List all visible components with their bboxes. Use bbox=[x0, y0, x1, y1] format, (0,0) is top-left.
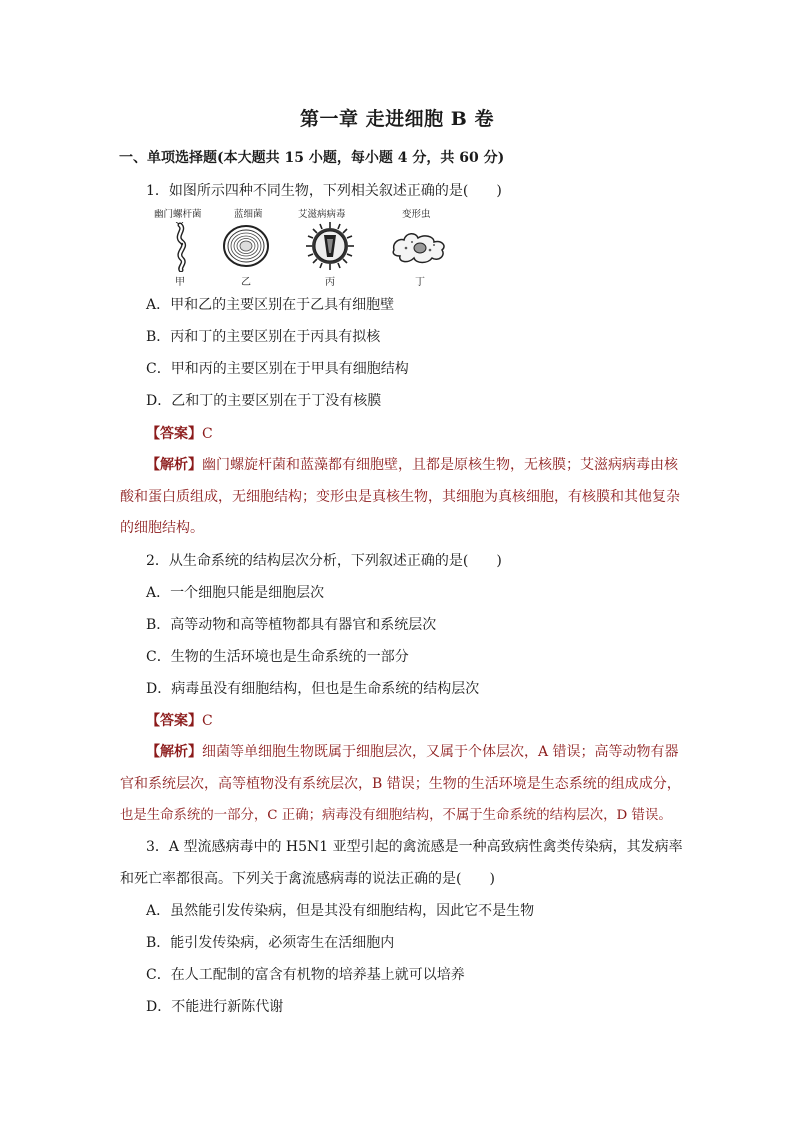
figure-letter-bing: 丙 bbox=[325, 277, 335, 288]
question-3-option-a: A．虽然能引发传染病，但是其没有细胞结构，因此它不是生物 bbox=[146, 903, 535, 919]
figure-label-helicobacter: 幽门螺杆菌 bbox=[154, 209, 202, 220]
question-3-option-b: B．能引发传染病，必须寄生在活细胞内 bbox=[146, 935, 395, 951]
figure-letter-jia: 甲 bbox=[175, 277, 185, 288]
question-1-analysis-line: 酸和蛋白质组成，无细胞结构；变形虫是真核生物，其细胞为真核细胞，有核膜和其他复杂 bbox=[120, 489, 680, 505]
question-2-analysis-line bbox=[146, 741, 679, 761]
analysis-tag: 【解析】 bbox=[146, 744, 202, 760]
amoeba-icon bbox=[390, 228, 448, 268]
figure-letter-yi: 乙 bbox=[241, 277, 251, 288]
page-title: 第一章 走进细胞 B 卷 bbox=[300, 108, 494, 130]
question-1-figure bbox=[150, 206, 450, 288]
question-3-option-d: D．不能进行新陈代谢 bbox=[146, 999, 284, 1015]
question-1-option-b: B．丙和丁的主要区别在于丙具有拟核 bbox=[146, 329, 381, 345]
answer-tag: 【答案】 bbox=[146, 426, 202, 442]
question-2-stem: 2．从生命系统的结构层次分析，下列叙述正确的是( ) bbox=[146, 553, 502, 569]
question-1-option-a: A．甲和乙的主要区别在于乙具有细胞壁 bbox=[146, 297, 395, 313]
question-1-option-c: C．甲和丙的主要区别在于甲具有细胞结构 bbox=[146, 361, 409, 377]
analysis-tag: 【解析】 bbox=[146, 457, 202, 473]
figure-label-hiv: 艾滋病病毒 bbox=[298, 209, 346, 220]
figure-label-amoeba: 变形虫 bbox=[402, 209, 431, 220]
helicobacter-icon bbox=[170, 222, 192, 272]
answer-tag: 【答案】 bbox=[146, 713, 202, 729]
answer-value: C bbox=[202, 426, 213, 442]
question-1-stem: 1．如图所示四种不同生物，下列相关叙述正确的是( ) bbox=[146, 183, 502, 199]
question-3-option-c: C．在人工配制的富含有机物的培养基上就可以培养 bbox=[146, 967, 465, 983]
answer-value: C bbox=[202, 713, 213, 729]
question-3-stem-line: 和死亡率都很高。下列关于禽流感病毒的说法正确的是( ) bbox=[120, 871, 495, 887]
question-2-analysis-line: 官和系统层次，高等植物没有系统层次，B 错误；生物的生活环境是生态系统的组成成分， bbox=[120, 776, 681, 792]
question-1-answer bbox=[146, 423, 213, 443]
question-2-option-a: A．一个细胞只能是细胞层次 bbox=[146, 585, 325, 601]
question-1-analysis-line: 的细胞结构。 bbox=[120, 520, 204, 536]
question-2-option-b: B．高等动物和高等植物都具有器官和系统层次 bbox=[146, 617, 437, 633]
analysis-text: 细菌等单细胞生物既属于细胞层次，又属于个体层次，A 错误；高等动物有器 bbox=[202, 744, 679, 760]
question-1-option-d: D．乙和丁的主要区别在于丁没有核膜 bbox=[146, 393, 382, 409]
figure-label-cyanobacteria: 蓝细菌 bbox=[234, 209, 263, 220]
figure-letter-ding: 丁 bbox=[415, 277, 425, 288]
hiv-virus-icon bbox=[305, 221, 355, 271]
cyanobacteria-icon bbox=[222, 224, 270, 268]
question-2-option-c: C．生物的生活环境也是生命系统的一部分 bbox=[146, 649, 409, 665]
question-2-option-d: D．病毒虽没有细胞结构，但也是生命系统的结构层次 bbox=[146, 681, 480, 697]
question-2-answer bbox=[146, 710, 213, 730]
section-heading: 一、单项选择题(本大题共 15 小题，每小题 4 分，共 60 分) bbox=[119, 150, 505, 166]
question-3-stem-line: 3．A 型流感病毒中的 H5N1 亚型引起的禽流感是一种高致病性禽类传染病，其发病率 bbox=[146, 839, 683, 855]
question-2-analysis-line: 也是生命系统的一部分，C 正确；病毒没有细胞结构，不属于生命系统的结构层次，D 错误。 bbox=[120, 808, 672, 823]
question-1-analysis-line bbox=[146, 454, 678, 474]
analysis-text: 幽门螺旋杆菌和蓝藻都有细胞壁，且都是原核生物，无核膜；艾滋病病毒由核 bbox=[202, 457, 678, 473]
